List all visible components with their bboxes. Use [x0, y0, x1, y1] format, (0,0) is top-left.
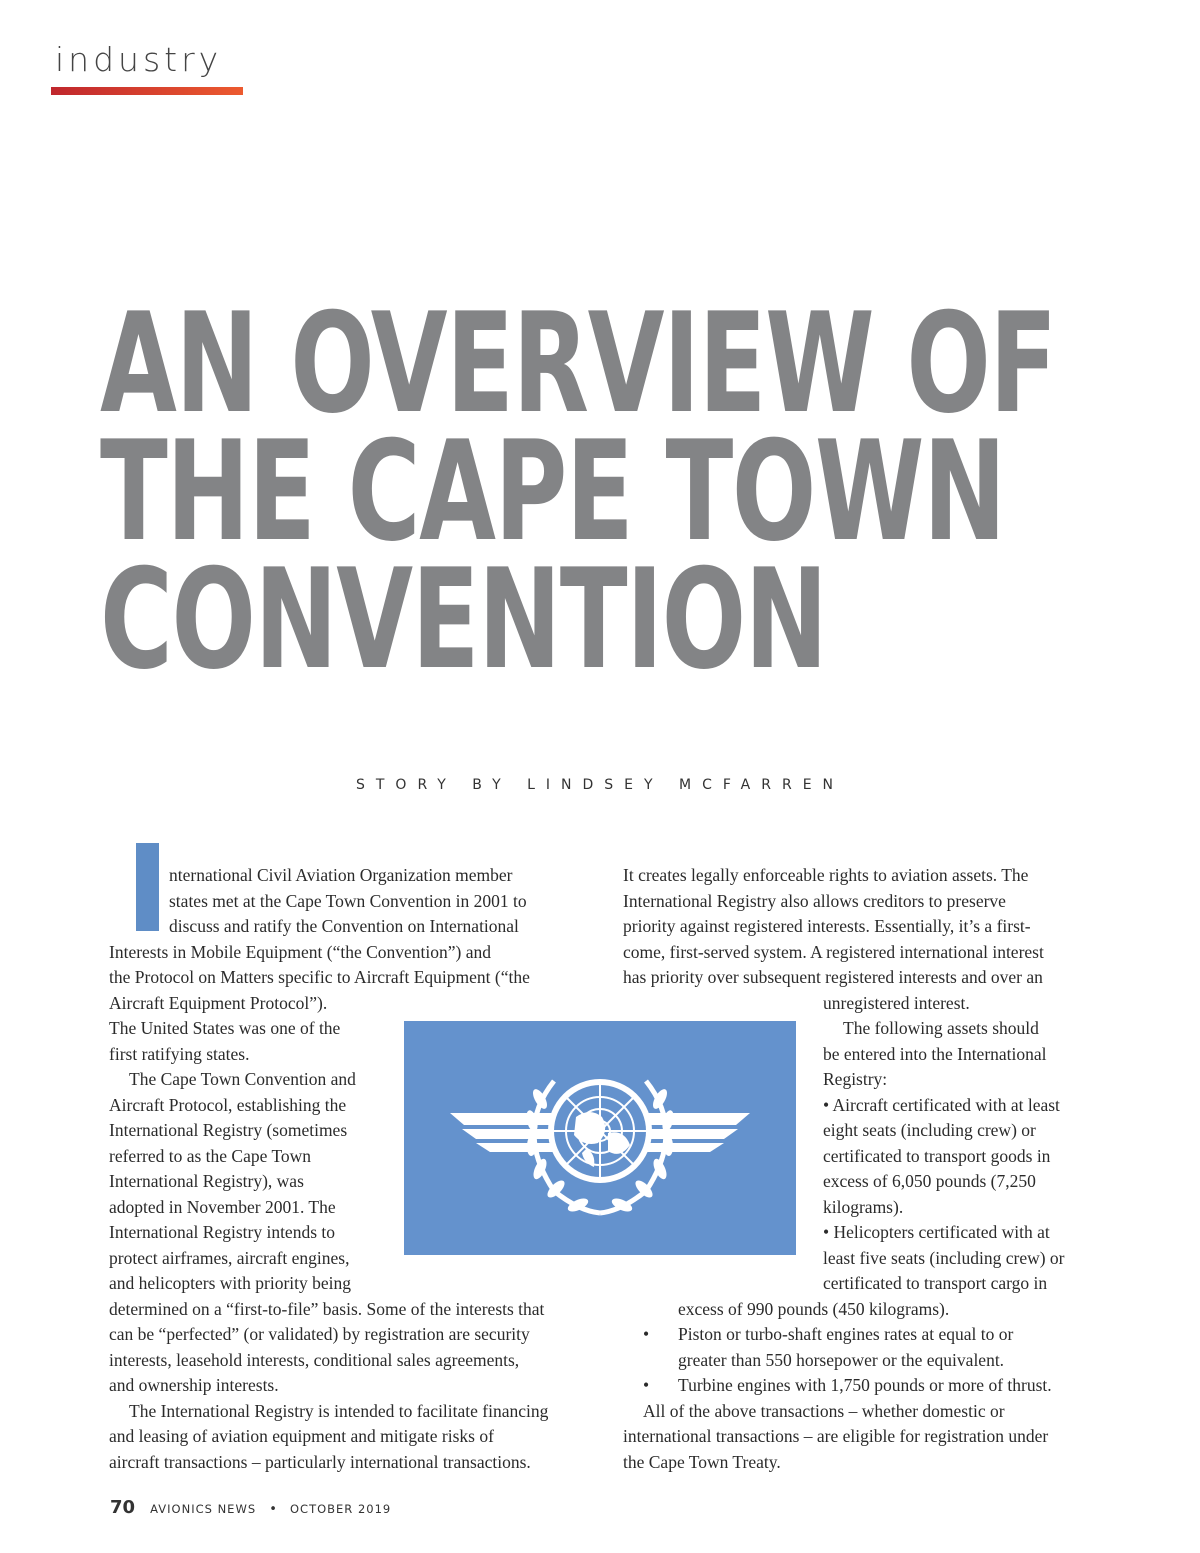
icao-emblem-icon	[404, 1021, 796, 1255]
text-line: the Protocol on Matters specific to Aircraft Equipment (“the	[109, 967, 530, 987]
text-line: All of the above transactions – whether domestic or	[643, 1400, 1005, 1421]
section-label: industry	[55, 40, 223, 79]
text-line: protect airframes, aircraft engines,	[109, 1247, 350, 1268]
text-line: greater than 550 horsepower or the equivalent.	[678, 1349, 1005, 1370]
text-line: International Registry (sometimes	[109, 1120, 348, 1140]
text-line: excess of 990 pounds (450 kilograms).	[678, 1298, 950, 1319]
text-line: It creates legally enforceable rights to aviation assets. The	[623, 865, 1029, 885]
text-line: discuss and ratify the Convention on International	[169, 916, 519, 936]
text-line: interests, leasehold interests, conditional sales agreements,	[109, 1349, 520, 1370]
title-line: THE CAPE TOWN	[100, 411, 1005, 572]
text-line: International Registry), was	[109, 1171, 304, 1191]
text-line: Aircraft Equipment Protocol”).	[109, 992, 328, 1013]
text-line: adopted in November 2001. The	[109, 1196, 336, 1217]
text-line: aircraft transactions – particularly international transactions.	[109, 1451, 531, 1472]
text-line: Piston or turbo-shaft engines rates at equal to or	[678, 1324, 1014, 1344]
text-line: determined on a “first-to-file” basis. Some of the interests that	[109, 1298, 545, 1319]
text-line: Turbine engines with 1,750 pounds or more of thrust.	[678, 1375, 1052, 1395]
text-line: referred to as the Cape Town	[109, 1145, 312, 1166]
text-line: The Cape Town Convention and	[129, 1069, 356, 1089]
text-line: The International Registry is intended to facilitate financing	[129, 1400, 549, 1421]
bullet-item	[623, 1373, 1123, 1399]
text-line: eight seats (including crew) or	[823, 1120, 1036, 1140]
text-line: certificated to transport cargo in	[823, 1273, 1048, 1293]
section-underline	[51, 87, 243, 95]
title-line: CONVENTION	[100, 539, 827, 700]
text-line: International Registry intends to	[109, 1222, 335, 1242]
text-line: • Aircraft certificated with at least	[823, 1094, 1060, 1115]
page-footer	[110, 1497, 391, 1518]
text-line: and leasing of aviation equipment and mitigate risks of	[109, 1426, 494, 1446]
text-line: The following assets should	[843, 1018, 1039, 1038]
text-line: International Registry also allows creditors to preserve	[623, 890, 1006, 911]
text-line: and helicopters with priority being	[109, 1273, 352, 1293]
footer-separator: •	[269, 1502, 277, 1517]
icao-flag-image	[404, 1021, 796, 1255]
text-line: excess of 6,050 pounds (7,250	[823, 1171, 1036, 1191]
text-line: unregistered interest.	[823, 992, 970, 1013]
text-line: international transactions – are eligible for registration under	[623, 1426, 1049, 1446]
text-line: has priority over subsequent registered interests and over an	[623, 967, 1043, 987]
text-line: the Cape Town Treaty.	[623, 1451, 781, 1472]
text-line: be entered into the International	[823, 1043, 1047, 1064]
text-line: can be “perfected” (or validated) by registration are security	[109, 1324, 530, 1344]
text-line: • Helicopters certificated with at	[823, 1222, 1050, 1242]
text-line: first ratifying states.	[109, 1043, 250, 1064]
page-number: 70	[110, 1497, 136, 1518]
text-line: least five seats (including crew) or	[823, 1247, 1065, 1268]
text-line: certificated to transport goods in	[823, 1145, 1051, 1166]
bullet-marker: •	[643, 1375, 650, 1395]
text-line: and ownership interests.	[109, 1375, 279, 1395]
text-line: Aircraft Protocol, establishing the	[109, 1094, 347, 1115]
text-line: Registry:	[823, 1069, 888, 1089]
text-line: nternational Civil Aviation Organization member	[169, 865, 513, 885]
title-line: AN OVERVIEW OF	[100, 283, 1056, 444]
byline: STORY BY LINDSEY MCFARREN	[355, 777, 845, 793]
bullet-marker: •	[643, 1324, 650, 1344]
text-line: states met at the Cape Town Convention in 2001 to	[169, 890, 527, 911]
publication-name: AVIONICS NEWS	[150, 1502, 257, 1516]
bullet-item	[623, 1322, 1123, 1373]
issue-date: OCTOBER 2019	[289, 1502, 392, 1516]
text-line: Interests in Mobile Equipment (“the Convention”) and	[109, 941, 491, 962]
text-line: kilograms).	[823, 1196, 904, 1217]
text-line: priority against registered interests. Essentially, it’s a first-	[623, 916, 1031, 936]
text-line: The United States was one of the	[109, 1018, 341, 1038]
text-line: come, first-served system. A registered international interest	[623, 941, 1044, 962]
article-title	[100, 283, 1056, 700]
